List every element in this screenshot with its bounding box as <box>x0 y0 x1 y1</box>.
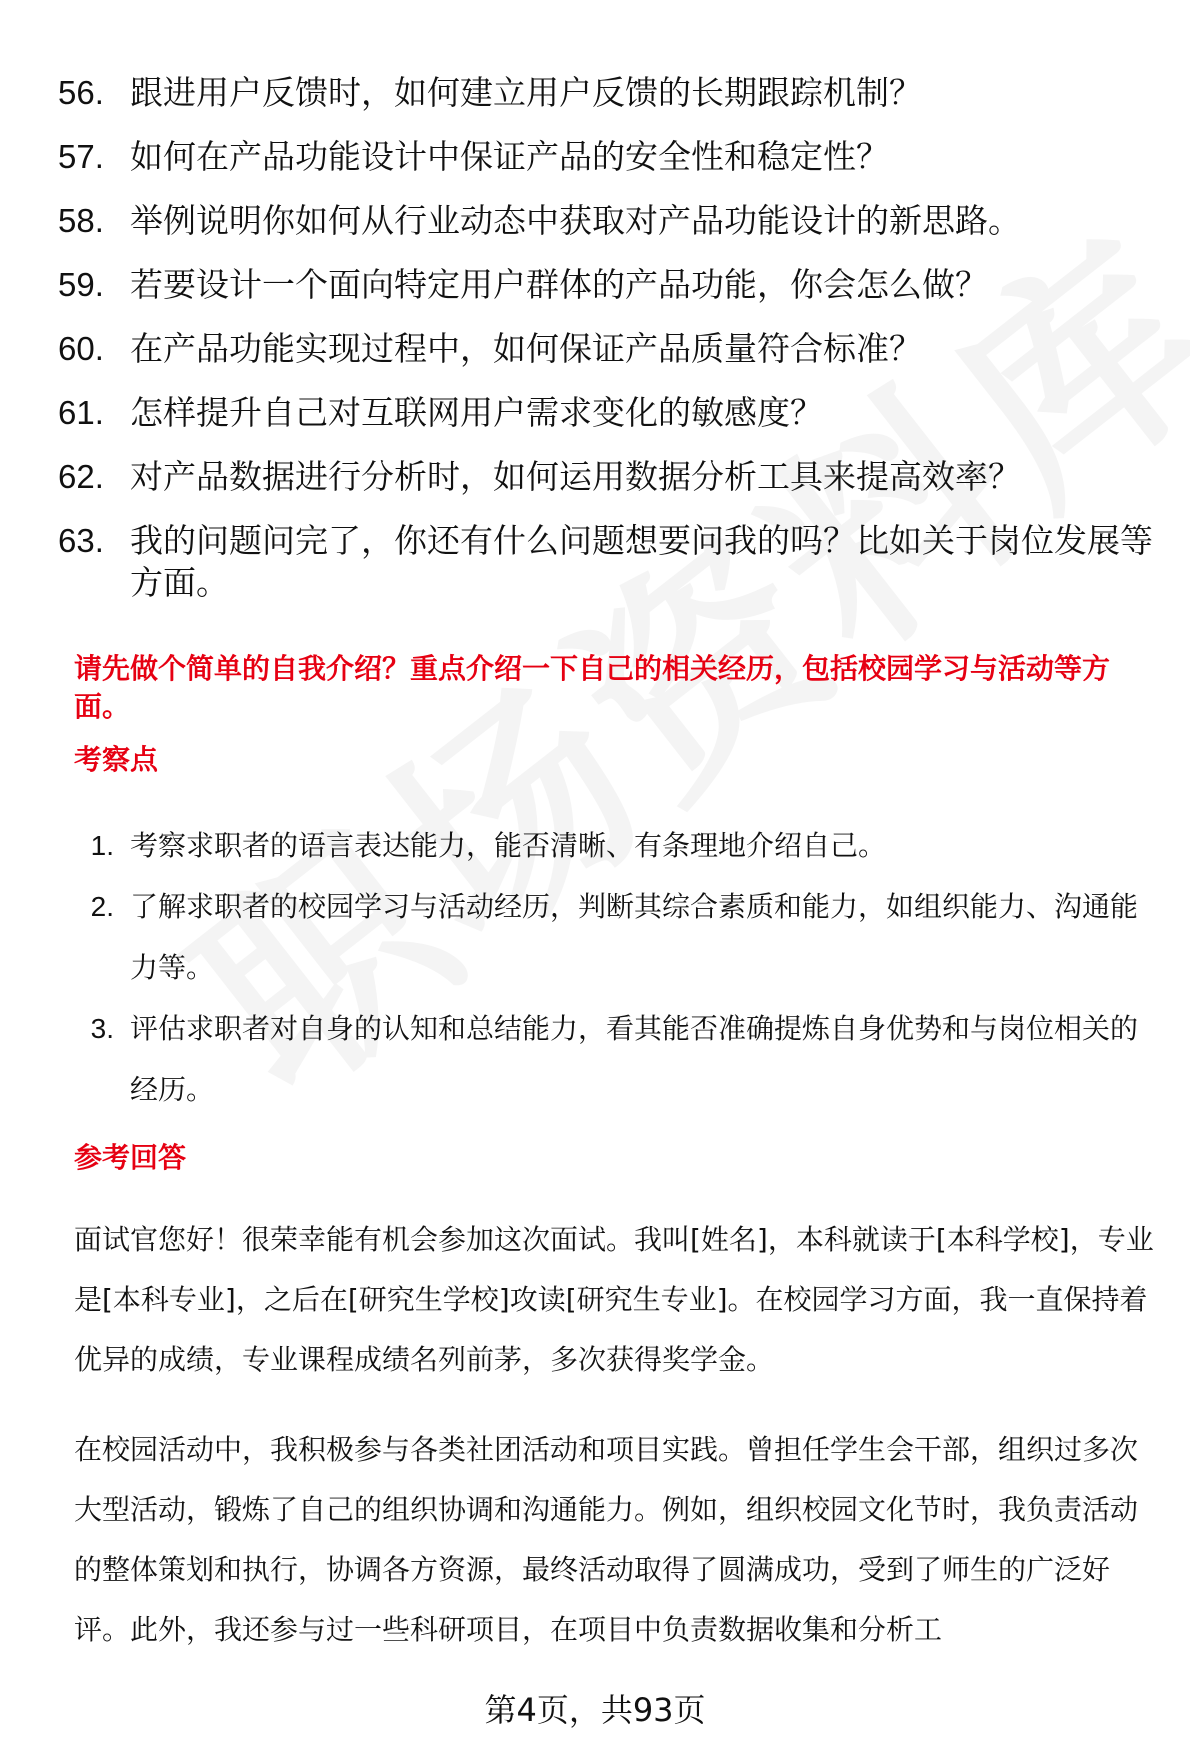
question-text: 在产品功能实现过程中，如何保证产品质量符合标准？ <box>130 329 922 368</box>
point-text: 考察求职者的语言表达能力，能否清晰、有条理地介绍自己。 <box>130 829 887 862</box>
question-list <box>58 72 1158 626</box>
question-number: 59. <box>58 266 104 303</box>
point-number: 2. <box>90 891 114 922</box>
question-text: 我的问题问完了，你还有什么问题想要问我的吗？比如关于岗位发展等方面。 <box>130 521 1153 602</box>
question-item <box>58 72 1158 114</box>
question-number: 58. <box>58 202 104 239</box>
question-text: 如何在产品功能设计中保证产品的安全性和稳定性？ <box>130 137 889 176</box>
point-number: 1. <box>90 830 114 861</box>
question-text: 对产品数据进行分析时，如何运用数据分析工具来提高效率？ <box>130 457 1021 496</box>
question-item <box>58 392 1158 434</box>
question-text: 跟进用户反馈时，如何建立用户反馈的长期跟踪机制？ <box>130 73 922 112</box>
question-number: 57. <box>58 138 104 175</box>
question-number: 62. <box>58 458 104 495</box>
section-title: 请先做个简单的自我介绍？重点介绍一下自己的相关经历，包括校园学习与活动等方面。 <box>74 652 1111 723</box>
question-item <box>58 200 1158 242</box>
question-number: 63. <box>58 522 104 559</box>
page-footer: 第4页，共93页 <box>484 1691 706 1729</box>
point-text: 评估求职者对自身的认知和总结能力，看其能否准确提炼自身优势和与岗位相关的经历。 <box>130 1012 1139 1106</box>
question-number: 60. <box>58 330 104 367</box>
assessment-point <box>74 876 1164 998</box>
point-text: 了解求职者的校园学习与活动经历，判断其综合素质和能力，如组织能力、沟通能力等。 <box>130 890 1139 984</box>
point-number: 3. <box>90 1013 114 1044</box>
assessment-point <box>74 998 1164 1120</box>
answer-paragraph: 面试官您好！很荣幸能有机会参加这次面试。我叫[姓名]，本科就读于[本科学校]，专业是[本科专业]，之后在[研究生学校]攻读[研究生专业]。在校园学习方面，我一直保持着优异的成绩，专业课程成绩名列前茅，多次获得奖学金。 <box>74 1223 1154 1376</box>
assessment-points-list <box>74 815 1164 1120</box>
question-item <box>58 136 1158 178</box>
question-item <box>58 264 1158 306</box>
answer-heading: 参考回答 <box>74 1141 187 1174</box>
question-text: 举例说明你如何从行业动态中获取对产品功能设计的新思路。 <box>130 201 1021 240</box>
question-text: 若要设计一个面向特定用户群体的产品功能，你会怎么做？ <box>130 265 988 304</box>
answer-paragraph: 在校园活动中，我积极参与各类社团活动和项目实践。曾担任学生会干部，组织过多次大型活动，锻炼了自己的组织协调和沟通能力。例如，组织校园文化节时，我负责活动的整体策划和执行，协调各方资源，最终活动取得了圆满成功，受到了师生的广泛好评。此外，我还参与过一些科研项目，在项目中负责数据收集和分析工 <box>74 1433 1139 1646</box>
question-number: 56. <box>58 74 104 111</box>
points-heading: 考察点 <box>74 743 159 776</box>
question-item <box>58 328 1158 370</box>
question-number: 61. <box>58 394 104 431</box>
question-item <box>58 520 1158 604</box>
question-item <box>58 456 1158 498</box>
question-text: 怎样提升自己对互联网用户需求变化的敏感度？ <box>130 393 823 432</box>
assessment-point <box>74 815 1164 876</box>
